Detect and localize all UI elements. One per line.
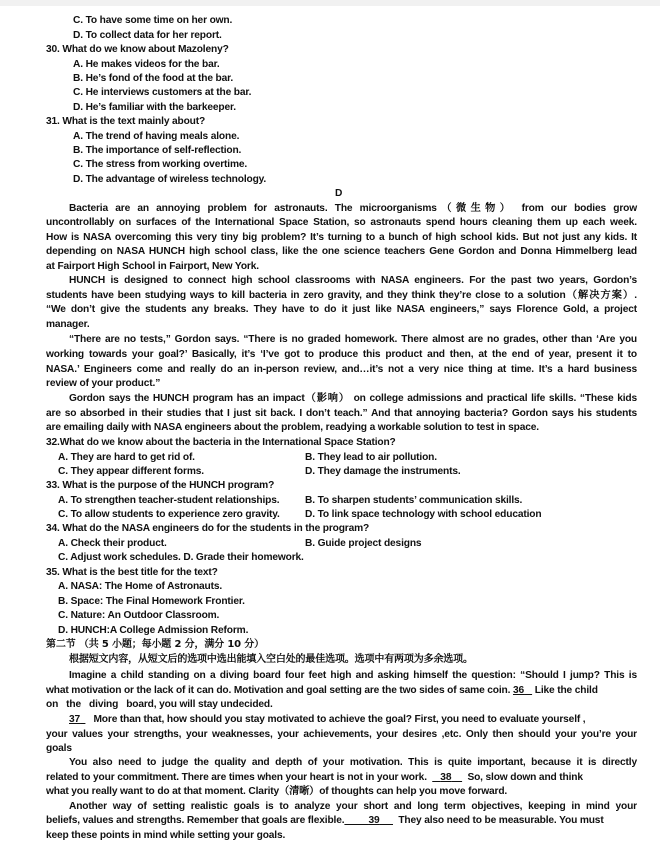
q35-stem: 35. What is the best title for the text? bbox=[46, 567, 218, 578]
passage-line: HUNCH is designed to connect high school classrooms with NASA engineers. For the past two years, Gordon’s bbox=[69, 275, 637, 286]
passage-line: depending on NASA HUNCH high school class, like the one science teachers Gene Gordon and Donna Himmelberg lead bbox=[46, 246, 637, 257]
blank-37-line bbox=[80, 714, 85, 725]
q32-option-b: B. They lead to air pollution. bbox=[305, 452, 437, 463]
cloze-line bbox=[46, 814, 604, 827]
q31-stem: 31. What is the text mainly about? bbox=[46, 116, 206, 127]
q32-stem: 32.What do we know about the bacteria in the International Space Station? bbox=[46, 437, 396, 448]
passage-line: NASA.’ Engineers come and really do an in-person review, and…it’s not a very nice thing at time. It’s a hard business bbox=[46, 364, 637, 375]
q30-option-a: A. He makes videos for the bar. bbox=[73, 59, 220, 70]
cloze-text: So, slow down and think bbox=[467, 772, 583, 783]
q34-stem: 34. What do the NASA engineers do for the students in the program? bbox=[46, 523, 370, 534]
passage-line: uncontrollably on surfaces of the International Space Station, so astronauts spend hours cleaning them up each week. bbox=[46, 217, 637, 228]
passage-label: D bbox=[335, 188, 343, 199]
q30-option-d: D. He’s familiar with the barkeeper. bbox=[73, 102, 236, 113]
q35-option-c: C. Nature: An Outdoor Classroom. bbox=[58, 610, 220, 621]
passage-line: at Fairport High School in Fairport, New York. bbox=[46, 261, 259, 272]
blank-39[interactable]: 39 bbox=[368, 815, 380, 826]
q34-option-b: B. Guide project designs bbox=[305, 538, 422, 549]
cloze-line: goals bbox=[46, 743, 72, 754]
cloze-line: what you really want to do at that moment. Clarity（清晰）of thoughts can help you move forward. bbox=[46, 786, 508, 797]
q30-option-c: C. He interviews customers at the bar. bbox=[73, 87, 252, 98]
cloze-line bbox=[46, 771, 583, 784]
blank-36-line bbox=[524, 685, 532, 696]
cloze-line: your values your strengths, your weaknesses, your achievements, your desires ,etc. Only then should your you’re your bbox=[46, 729, 637, 740]
blank-39-line bbox=[344, 815, 368, 826]
cloze-text: related to your commitment. There are times when your heart is not in your work. bbox=[46, 772, 427, 783]
blank-37[interactable]: 37 bbox=[69, 714, 81, 725]
q31-option-a: A. The trend of having meals alone. bbox=[73, 131, 240, 142]
section-instruction: 根据短文内容，从短文后的选项中选出能填入空白处的最佳选项。选项中有两项为多余选项。 bbox=[69, 654, 473, 665]
q29-option-d: D. To collect data for her report. bbox=[73, 30, 222, 41]
cloze-text: beliefs, values and strengths. Remember that goals are flexible. bbox=[46, 815, 345, 826]
q34-option-cd: C. Adjust work schedules. D. Grade their homework. bbox=[58, 552, 304, 563]
passage-line: working towards your goal?’ Basically, it’s ‘I’ve got to produce this product and then, at the end of year, present it to bbox=[46, 349, 637, 360]
q33-option-d: D. To link space technology with school education bbox=[305, 509, 542, 520]
passage-line: are so absorbed in their studies that I just sit back. I don’t teach.” And that annoying bacteria? Gordon says his students bbox=[46, 408, 637, 419]
passage-line: manager. bbox=[46, 319, 90, 330]
passage-line: review of your product.” bbox=[46, 378, 161, 389]
blank-38[interactable]: 38 bbox=[440, 772, 452, 783]
cloze-line: Imagine a child standing on a diving board four feet high and asking himself the question: “Should I jump? This is bbox=[69, 670, 637, 681]
q35-option-d: D. HUNCH:A College Admission Reform. bbox=[58, 625, 249, 636]
q31-option-c: C. The stress from working overtime. bbox=[73, 159, 248, 170]
q31-option-b: B. The importance of self-reflection. bbox=[73, 145, 242, 156]
q33-option-c: C. To allow students to experience zero gravity. bbox=[58, 509, 280, 520]
q33-option-a: A. To strengthen teacher-student relationships. bbox=[58, 495, 280, 506]
q32-option-a: A. They are hard to get rid of. bbox=[58, 452, 195, 463]
passage-line: Gordon says the HUNCH program has an impact（影响） on college admissions and practical life skills. “These kids bbox=[69, 393, 637, 404]
q34-option-a: A. Check their product. bbox=[58, 538, 167, 549]
q35-option-b: B. Space: The Final Homework Frontier. bbox=[58, 596, 245, 607]
cloze-line: You also need to judge the quality and depth of your motivation. This is quite important, because it is directly bbox=[69, 757, 637, 768]
cloze-line: keep these points in mind while setting your goals. bbox=[46, 830, 286, 841]
passage-line: “There are no tests,” Gordon says. “There is no graded homework. There almost are no grades, other than ‘Are you bbox=[69, 334, 637, 345]
cloze-text: They also need to be measurable. You must bbox=[398, 815, 604, 826]
passage-line: How is NASA overcoming this very tiny big problem? It’s turning to a bunch of high school kids. But not just any kids. It bbox=[46, 232, 637, 243]
cloze-line: Another way of setting realistic goals is to analyze your short and long term objectives, keeping in mind your bbox=[69, 801, 637, 812]
passage-line: “We don’t give the students any breaks. They have to do it just like NASA engineers,” says Florence Gold, a project bbox=[46, 304, 637, 315]
cloze-text: what motivation or the lack of it can do. Motivation and goal setting are the two sides of same coin. bbox=[46, 685, 511, 696]
blank-36[interactable]: 36 bbox=[512, 685, 525, 696]
section-heading: 第二节 （共 5 小题；每小题 2 分，满分 10 分） bbox=[46, 639, 265, 650]
q30-option-b: B. He’s fond of the food at the bar. bbox=[73, 73, 234, 84]
cloze-line: on the diving board, you will stay undecided. bbox=[46, 699, 273, 710]
passage-line: are emailing daily with NASA engineers about the problem, readying a workable solution to test in space. bbox=[46, 422, 539, 433]
q30-stem: 30. What do we know about Mazoleny? bbox=[46, 44, 229, 55]
q35-option-a: A. NASA: The Home of Astronauts. bbox=[58, 581, 223, 592]
cloze-text: More than that, how should you stay motivated to achieve the goal? First, you need to evaluate yourself , bbox=[93, 714, 586, 725]
cloze-text: Like the child bbox=[534, 685, 598, 696]
viewer-top-edge bbox=[0, 0, 660, 6]
cloze-line bbox=[46, 684, 598, 697]
q33-option-b: B. To sharpen students’ communication skills. bbox=[305, 495, 523, 506]
passage-line: Bacteria are an annoying problem for astronauts. The microorganisms（微生物） from our bodies grow bbox=[69, 203, 637, 214]
blank-39-line bbox=[380, 815, 393, 826]
q29-option-c: C. To have some time on her own. bbox=[73, 15, 233, 26]
q32-option-c: C. They appear different forms. bbox=[58, 466, 204, 477]
q33-stem: 33. What is the purpose of the HUNCH program? bbox=[46, 480, 275, 491]
q32-option-d: D. They damage the instruments. bbox=[305, 466, 461, 477]
passage-line: students have been studying ways to kill bacteria in zero gravity, and they think they’re close to a solution（解决方案）. bbox=[46, 290, 637, 301]
blank-38-line bbox=[451, 772, 462, 783]
q31-option-d: D. The advantage of wireless technology. bbox=[73, 174, 267, 185]
cloze-line bbox=[69, 713, 637, 726]
